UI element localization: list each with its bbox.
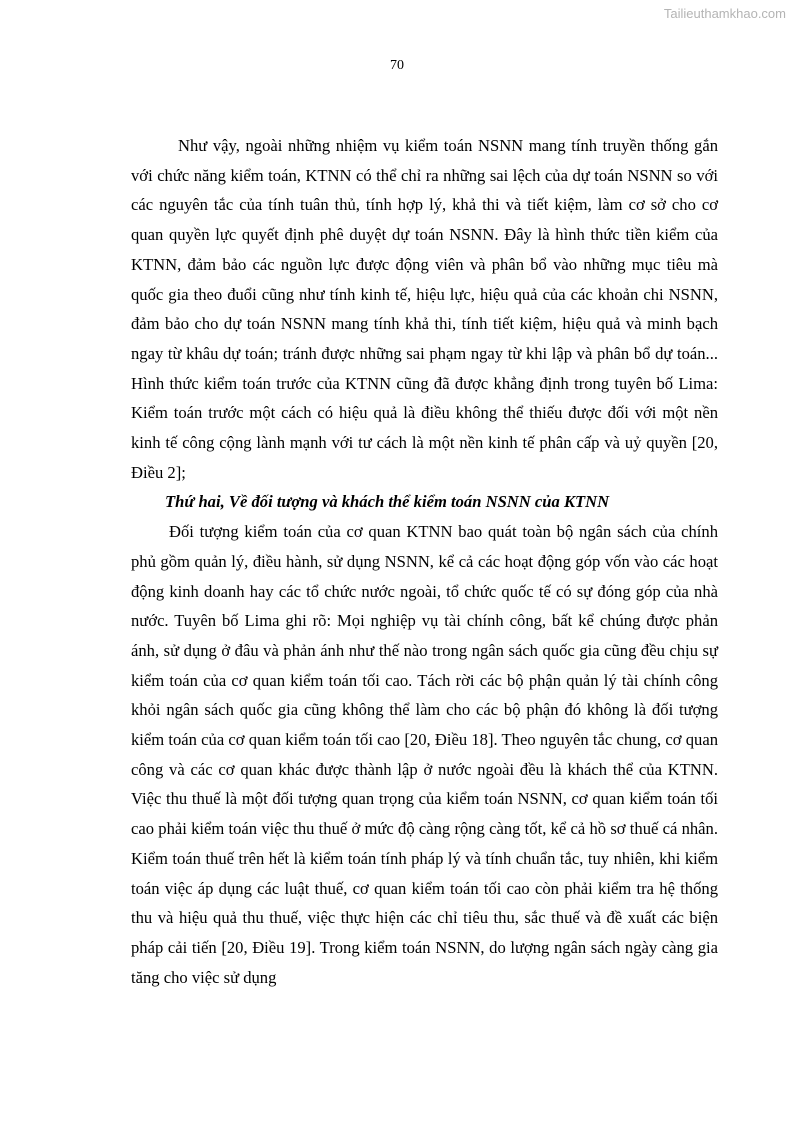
section-heading: Thứ hai, Về đối tượng và khách thể kiểm toán NSNN của KTNN <box>165 492 610 512</box>
page-number: 70 <box>390 58 404 73</box>
paragraph-pre-audit: Như vậy, ngoài những nhiệm vụ kiểm toán NSNN mang tính truyền thống gắn với chức năng kiểm toán, KTNN có thể chỉ ra những sai lệch của dự toán NSNN so với các nguyên tắc của tính tuân thủ, tính hợp lý, khả thi và tiết kiệm, làm cơ sở cho cơ quan quyền lực quyết định phê duyệt dự toán NSNN. Đây là hình thức tiền kiểm của KTNN, đảm bảo các nguồn lực được động viên và phân bổ vào những mục tiêu mà quốc gia theo đuổi cũng như tính kinh tế, hiệu lực, hiệu quả của các khoản chi NSNN, đảm bảo cho dự toán NSNN mang tính khả thi, tính tiết kiệm, hiệu quả và minh bạch ngay từ khâu dự toán; tránh được những sai phạm ngay từ khi lập và phân bổ dự toán... Hình thức kiểm toán trước của KTNN cũng đã được khẳng định trong tuyên bố Lima: Kiểm toán trước một cách có hiệu quả là điều không thể thiếu được đối với một nền kinh tế công cộng lành mạnh với tư cách là một nền kinh tế phân cấp và uỷ quyền [20, Điều 2]; <box>131 136 718 482</box>
watermark: Tailieuthamkhao.com <box>663 6 786 21</box>
document-body <box>131 131 718 992</box>
paragraph-audit-subject: Đối tượng kiểm toán của cơ quan KTNN bao quát toàn bộ ngân sách của chính phủ gồm quản lý, điều hành, sử dụng NSNN, kể cả các hoạt động góp vốn vào các hoạt động kinh doanh hay các tổ chức nước ngoài, tổ chức quốc tế có sự đóng góp của nhà nước. Tuyên bố Lima ghi rõ: Mọi nghiệp vụ tài chính công, bất kể chúng được phản ánh, sử dụng ở đâu và phản ánh như thế nào trong ngân sách quốc gia cũng đều chịu sự kiểm toán của cơ quan kiểm toán tối cao. Tách rời các bộ phận quản lý tài chính công khỏi ngân sách quốc gia cũng không thể làm cho các bộ phận đó không là đối tượng kiểm toán của cơ quan kiểm toán tối cao [20, Điều 18]. Theo nguyên tắc chung, cơ quan công và các cơ quan khác được thành lập ở nước ngoài đều là khách thể của KTNN. Việc thu thuế là một đối tượng quan trọng của kiểm toán NSNN, cơ quan kiểm toán tối cao phải kiểm toán việc thu thuế ở mức độ càng rộng càng tốt, kể cả hồ sơ thuế cá nhân. Kiểm toán thuế trên hết là kiểm toán tính pháp lý và tính chuẩn tắc, tuy nhiên, khi kiểm toán việc áp dụng các luật thuế, cơ quan kiểm toán tối cao còn phải kiểm tra hệ thống thu và hiệu quả thu thuế, việc thực hiện các chỉ tiêu thu, sắc thuế và đề xuất các biện pháp cải tiến [20, Điều 19]. Trong kiểm toán NSNN, do lượng ngân sách ngày càng gia tăng cho việc sử dụng <box>131 522 718 987</box>
